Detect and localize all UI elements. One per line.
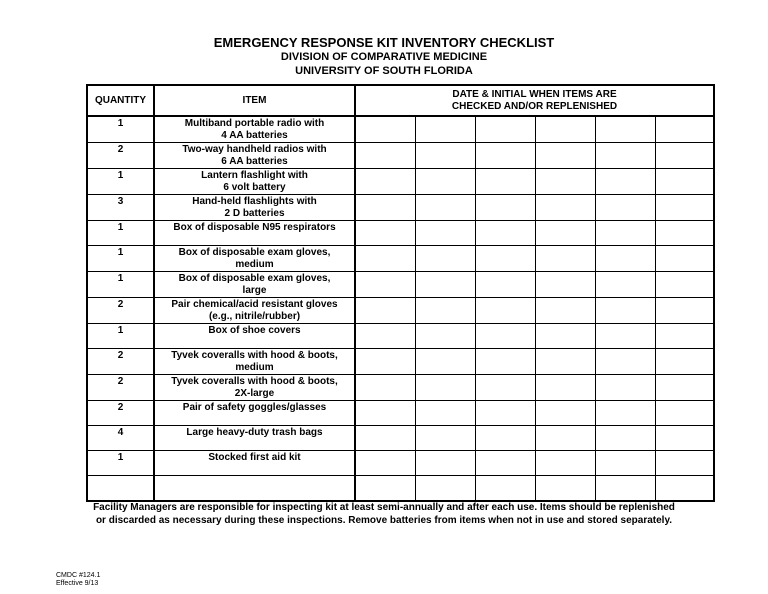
date-initial-cell[interactable] bbox=[415, 426, 475, 451]
date-initial-cell[interactable] bbox=[655, 169, 714, 195]
date-initial-cell[interactable] bbox=[595, 324, 655, 349]
table-row bbox=[87, 116, 714, 143]
quantity-cell: 2 bbox=[87, 143, 154, 169]
item-cell bbox=[154, 143, 355, 169]
item-name-line2: (e.g., nitrile/rubber) bbox=[208, 311, 301, 322]
item-name-line1: Lantern flashlight with bbox=[201, 170, 308, 181]
date-initial-cell[interactable] bbox=[355, 476, 415, 501]
date-initial-cell[interactable] bbox=[355, 246, 415, 272]
date-initial-cell[interactable] bbox=[535, 272, 595, 298]
date-initial-cell[interactable] bbox=[595, 349, 655, 375]
date-initial-cell[interactable] bbox=[475, 221, 535, 246]
quantity-cell: 1 bbox=[87, 324, 154, 349]
date-initial-cell[interactable] bbox=[475, 401, 535, 426]
inventory-table bbox=[86, 84, 715, 502]
item-cell bbox=[154, 272, 355, 298]
date-initial-cell[interactable] bbox=[475, 169, 535, 195]
date-initial-cell[interactable] bbox=[535, 426, 595, 451]
date-initial-cell[interactable] bbox=[655, 324, 714, 349]
date-initial-cell[interactable] bbox=[595, 451, 655, 476]
quantity-cell: 2 bbox=[87, 401, 154, 426]
table-row bbox=[87, 324, 714, 349]
date-initial-cell[interactable] bbox=[595, 143, 655, 169]
date-initial-cell[interactable] bbox=[415, 272, 475, 298]
table-row bbox=[87, 476, 714, 501]
quantity-column-header: QUANTITY bbox=[87, 85, 154, 116]
item-cell bbox=[154, 246, 355, 272]
item-name-line2: 4 AA batteries bbox=[221, 130, 288, 141]
footer-note-line1: Facility Managers are responsible for inspecting kit at least semi-annually and after each use. Items should be replenished bbox=[93, 502, 675, 513]
date-initial-cell[interactable] bbox=[535, 401, 595, 426]
date-initial-cell[interactable] bbox=[535, 246, 595, 272]
item-name-line1: Box of shoe covers bbox=[208, 325, 301, 336]
footer-note-line2: or discarded as necessary during these inspections. Remove batteries from items when not in use and stored separately. bbox=[95, 515, 673, 526]
date-initial-cell[interactable] bbox=[535, 451, 595, 476]
item-cell bbox=[154, 476, 355, 501]
date-initial-cell[interactable] bbox=[355, 143, 415, 169]
item-name-line1: Box of disposable exam gloves, bbox=[178, 273, 331, 284]
date-initial-cell[interactable] bbox=[535, 324, 595, 349]
table-row bbox=[87, 169, 714, 195]
date-initial-cell[interactable] bbox=[595, 375, 655, 401]
quantity-cell: 2 bbox=[87, 375, 154, 401]
item-cell bbox=[154, 426, 355, 451]
item-name-line2: medium bbox=[235, 362, 274, 373]
date-initial-cell[interactable] bbox=[655, 349, 714, 375]
item-name-line1: Multiband portable radio with bbox=[184, 118, 325, 129]
quantity-cell: 1 bbox=[87, 169, 154, 195]
date-initial-cell[interactable] bbox=[655, 246, 714, 272]
date-initial-cell[interactable] bbox=[655, 272, 714, 298]
table-row bbox=[87, 195, 714, 221]
date-initial-cell[interactable] bbox=[595, 221, 655, 246]
item-cell bbox=[154, 401, 355, 426]
division-name: DIVISION OF COMPARATIVE MEDICINE bbox=[280, 51, 488, 63]
date-initial-cell[interactable] bbox=[475, 116, 535, 143]
item-name-line1: Box of disposable exam gloves, bbox=[178, 247, 331, 258]
quantity-cell: 1 bbox=[87, 272, 154, 298]
date-initial-cell[interactable] bbox=[655, 375, 714, 401]
date-initial-cell[interactable] bbox=[655, 401, 714, 426]
item-name-line2: medium bbox=[235, 259, 274, 270]
date-initial-cell[interactable] bbox=[475, 272, 535, 298]
item-cell bbox=[154, 298, 355, 324]
date-initial-cell[interactable] bbox=[655, 195, 714, 221]
date-initial-cell[interactable] bbox=[475, 324, 535, 349]
date-initial-cell[interactable] bbox=[535, 116, 595, 143]
date-initial-cell[interactable] bbox=[415, 375, 475, 401]
date-initial-cell[interactable] bbox=[415, 143, 475, 169]
date-initial-cell[interactable] bbox=[355, 324, 415, 349]
date-initial-cell[interactable] bbox=[535, 375, 595, 401]
university-name: UNIVERSITY OF SOUTH FLORIDA bbox=[295, 65, 473, 77]
item-name-line2: 6 AA batteries bbox=[221, 156, 288, 167]
date-header-line2: CHECKED AND/OR REPLENISHED bbox=[451, 100, 618, 112]
item-cell bbox=[154, 169, 355, 195]
date-initial-cell[interactable] bbox=[355, 195, 415, 221]
item-name-line1: Pair chemical/acid resistant gloves bbox=[171, 299, 338, 310]
item-name-line1: Hand-held flashlights with bbox=[192, 196, 317, 207]
item-cell bbox=[154, 195, 355, 221]
date-initial-cell[interactable] bbox=[655, 476, 714, 501]
item-cell bbox=[154, 116, 355, 143]
date-initial-cell[interactable] bbox=[655, 116, 714, 143]
date-initial-cell[interactable] bbox=[655, 426, 714, 451]
item-name-line1: Box of disposable N95 respirators bbox=[173, 222, 336, 233]
date-initial-cell[interactable] bbox=[415, 451, 475, 476]
item-cell bbox=[154, 324, 355, 349]
table-row bbox=[87, 426, 714, 451]
date-initial-cell[interactable] bbox=[535, 195, 595, 221]
date-initial-cell[interactable] bbox=[355, 169, 415, 195]
table-row bbox=[87, 143, 714, 169]
date-initial-cell[interactable] bbox=[535, 476, 595, 501]
table-row bbox=[87, 401, 714, 426]
date-initial-cell[interactable] bbox=[655, 143, 714, 169]
table-row bbox=[87, 221, 714, 246]
date-initial-cell[interactable] bbox=[415, 324, 475, 349]
item-name-line2: large bbox=[242, 285, 267, 296]
item-name-line1: Tyvek coveralls with hood & boots, bbox=[171, 350, 338, 361]
effective-date: Effective 9/13 bbox=[56, 580, 99, 587]
quantity-cell: 4 bbox=[87, 426, 154, 451]
date-header-line1: DATE & INITIAL WHEN ITEMS ARE bbox=[452, 88, 617, 100]
date-initial-cell[interactable] bbox=[535, 298, 595, 324]
quantity-cell: 1 bbox=[87, 221, 154, 246]
date-initial-cell[interactable] bbox=[595, 116, 655, 143]
date-initial-cell[interactable] bbox=[595, 246, 655, 272]
date-initial-cell[interactable] bbox=[535, 349, 595, 375]
date-initial-cell[interactable] bbox=[355, 451, 415, 476]
date-initial-column-header bbox=[355, 85, 714, 116]
date-initial-cell[interactable] bbox=[595, 426, 655, 451]
date-initial-cell[interactable] bbox=[475, 375, 535, 401]
quantity-cell: 3 bbox=[87, 195, 154, 221]
table-row bbox=[87, 451, 714, 476]
quantity-cell: 2 bbox=[87, 298, 154, 324]
date-initial-cell[interactable] bbox=[355, 426, 415, 451]
item-name-line1: Pair of safety goggles/glasses bbox=[182, 402, 327, 413]
date-initial-cell[interactable] bbox=[595, 272, 655, 298]
document-title: EMERGENCY RESPONSE KIT INVENTORY CHECKLIST bbox=[213, 35, 555, 50]
date-initial-cell[interactable] bbox=[535, 143, 595, 169]
table-row bbox=[87, 349, 714, 375]
item-cell bbox=[154, 375, 355, 401]
date-initial-cell[interactable] bbox=[655, 221, 714, 246]
item-name-line2: 2 D batteries bbox=[224, 208, 285, 219]
date-initial-cell[interactable] bbox=[355, 116, 415, 143]
table-row bbox=[87, 272, 714, 298]
date-initial-cell[interactable] bbox=[475, 246, 535, 272]
date-initial-cell[interactable] bbox=[355, 401, 415, 426]
item-name-line1: Large heavy-duty trash bags bbox=[186, 427, 323, 438]
date-initial-cell[interactable] bbox=[355, 272, 415, 298]
date-initial-cell[interactable] bbox=[355, 298, 415, 324]
item-name-line1: Stocked first aid kit bbox=[208, 452, 301, 463]
item-name-line1: Two-way handheld radios with bbox=[182, 144, 327, 155]
quantity-cell: 1 bbox=[87, 116, 154, 143]
date-initial-cell[interactable] bbox=[475, 349, 535, 375]
quantity-cell: 1 bbox=[87, 246, 154, 272]
date-initial-cell[interactable] bbox=[415, 195, 475, 221]
table-row bbox=[87, 246, 714, 272]
date-initial-cell[interactable] bbox=[475, 298, 535, 324]
date-initial-cell[interactable] bbox=[415, 116, 475, 143]
date-initial-cell[interactable] bbox=[355, 221, 415, 246]
item-name-line1: Tyvek coveralls with hood & boots, bbox=[171, 376, 338, 387]
table-row bbox=[87, 298, 714, 324]
quantity-cell bbox=[87, 476, 154, 501]
date-initial-cell[interactable] bbox=[595, 401, 655, 426]
date-initial-cell[interactable] bbox=[595, 476, 655, 501]
item-name-line2: 6 volt battery bbox=[223, 182, 286, 193]
item-column-header: ITEM bbox=[154, 85, 355, 116]
date-initial-cell[interactable] bbox=[595, 298, 655, 324]
item-name-line2: 2X-large bbox=[234, 388, 275, 399]
date-initial-cell[interactable] bbox=[655, 451, 714, 476]
date-initial-cell[interactable] bbox=[415, 349, 475, 375]
date-initial-cell[interactable] bbox=[535, 169, 595, 195]
date-initial-cell[interactable] bbox=[475, 476, 535, 501]
table-header-row bbox=[87, 85, 714, 116]
item-cell bbox=[154, 349, 355, 375]
date-initial-cell[interactable] bbox=[655, 298, 714, 324]
date-initial-cell[interactable] bbox=[355, 349, 415, 375]
date-initial-cell[interactable] bbox=[475, 195, 535, 221]
document-code: CMDC #124.1 bbox=[56, 572, 101, 579]
quantity-cell: 2 bbox=[87, 349, 154, 375]
item-cell bbox=[154, 451, 355, 476]
date-initial-cell[interactable] bbox=[475, 143, 535, 169]
date-initial-cell[interactable] bbox=[415, 169, 475, 195]
table-row bbox=[87, 375, 714, 401]
date-initial-cell[interactable] bbox=[355, 375, 415, 401]
date-initial-cell[interactable] bbox=[415, 401, 475, 426]
date-initial-cell[interactable] bbox=[415, 298, 475, 324]
item-cell bbox=[154, 221, 355, 246]
quantity-cell: 1 bbox=[87, 451, 154, 476]
date-initial-cell[interactable] bbox=[415, 476, 475, 501]
date-initial-cell[interactable] bbox=[475, 451, 535, 476]
date-initial-cell[interactable] bbox=[595, 195, 655, 221]
date-initial-cell[interactable] bbox=[415, 221, 475, 246]
date-initial-cell[interactable] bbox=[415, 246, 475, 272]
date-initial-cell[interactable] bbox=[595, 169, 655, 195]
date-initial-cell[interactable] bbox=[535, 221, 595, 246]
date-initial-cell[interactable] bbox=[475, 426, 535, 451]
